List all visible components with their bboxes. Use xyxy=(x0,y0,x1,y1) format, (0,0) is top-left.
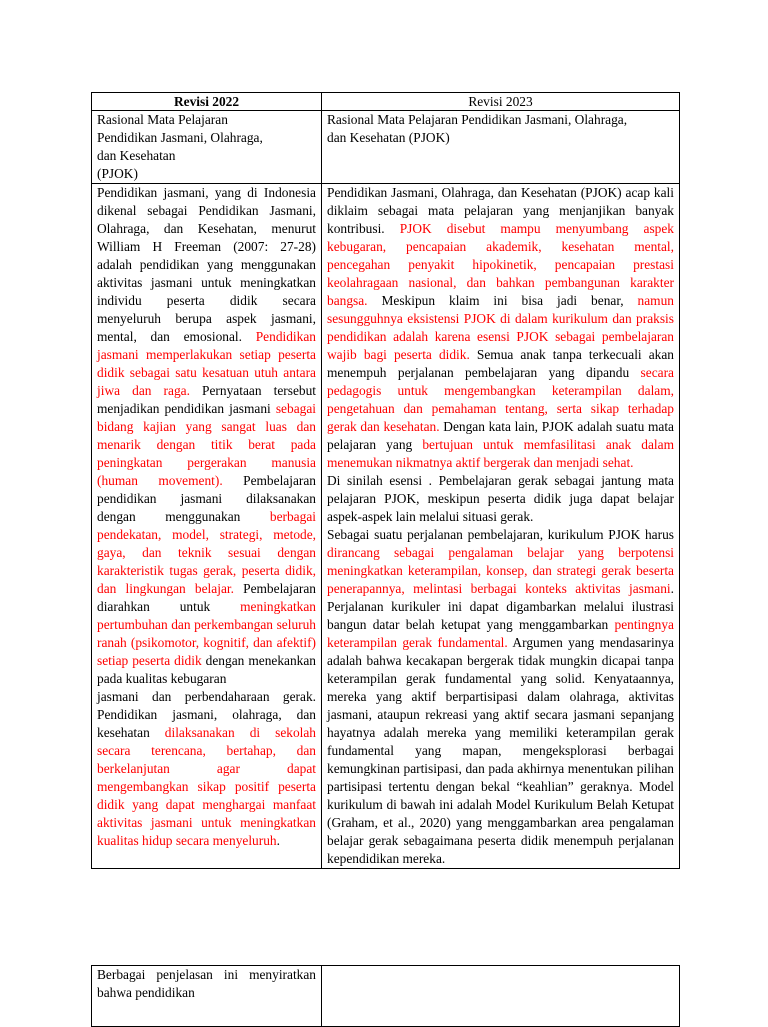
text-segment: Semua anak tanpa terkecuali akan menempuh perjalanan pembelajaran yang dipandu xyxy=(327,347,674,380)
title-2023-line-2: dan Kesehatan (PJOK) xyxy=(327,130,450,145)
highlighted-text-segment: sebagai bidang kajian yang sangat luas dan menarik dengan titik berat pada peningkatan pergerakan manusia (human movement). xyxy=(97,401,316,488)
text-segment: Meskipun klaim ini bisa jadi benar, xyxy=(367,293,638,308)
rationale-2022-paragraph xyxy=(97,184,316,688)
title-2022-line-4: (PJOK) xyxy=(97,166,138,181)
highlighted-text-segment: dilaksanakan di sekolah secara terencana, bertahap, dan berkelanjutan agar dapat mengembangkan sikap positif peserta didik yang dapat menghargai manfaat aktivitas jasmani untuk meningkatkan kualitas hidup secara menyeluruh xyxy=(97,725,317,848)
highlighted-text-segment: namun sesungguhnya eksistensi PJOK di dalam kurikulum dan praksis pendidikan adalah karena esensi PJOK sebagai pembelajaran wajib bagi peserta didik. xyxy=(327,293,674,362)
rationale-2023-paragraph-1 xyxy=(327,184,674,472)
revision-comparison-table xyxy=(91,92,680,869)
table-row-rationale xyxy=(92,184,680,869)
rationale-2022-paragraph-continued xyxy=(97,688,316,850)
continuation-row xyxy=(92,966,680,1027)
text-segment: Sebagai suatu perjalanan pembelajaran, kurikulum PJOK harus xyxy=(327,527,674,542)
text-segment: jasmani dan perbendaharaan gerak. Pendidikan jasmani, olahraga, dan kesehatan xyxy=(97,689,316,740)
title-2022-line-1: Rasional Mata Pelajaran xyxy=(97,112,228,127)
text-segment: . Perjalanan kurikuler ini dapat digambarkan melalui ilustrasi bangun datar belah ketupat yang menggambarkan xyxy=(327,581,674,632)
title-2022-line-3: dan Kesehatan xyxy=(97,148,176,163)
cell-continuation-2022 xyxy=(92,966,322,1027)
highlighted-text-segment: meningkatkan pertumbuhan dan perkembangan seluruh ranah (psikomotor, kognitif, dan afektif) setiap peserta didik xyxy=(97,599,316,668)
rationale-2023-paragraph-3 xyxy=(327,526,674,868)
highlighted-text-segment: dirancang sebagai pengalaman belajar yang berpotensi meningkatkan keterampilan, konsep, dan strategi gerak beserta penerapannya, melintasi berbagai konteks aktivitas jasmani xyxy=(327,545,674,596)
header-revisi-2022: Revisi 2022 xyxy=(92,93,322,111)
highlighted-text-segment: secara pedagogis untuk mengembangkan keterampilan dalam, pengetahuan dan pemahaman tentang, serta sikap terhadap gerak dan kesehatan. xyxy=(327,365,674,434)
cell-rationale-2023 xyxy=(322,184,680,869)
text-segment: Pendidikan Jasmani, Olahraga, dan Kesehatan (PJOK) acap kali diklaim sebagai mata pelajaran yang menjanjikan banyak kontribusi. xyxy=(327,185,674,236)
text-segment: dengan menekankan pada kualitas kebugaran xyxy=(97,653,316,686)
continuation-2022-text: Berbagai penjelasan ini menyiratkan bahwa pendidikan xyxy=(97,967,316,1000)
text-segment: Dengan kata lain, PJOK adalah suatu mata pelajaran yang xyxy=(327,419,674,452)
title-2023-line-1: Rasional Mata Pelajaran Pendidikan Jasmani, Olahraga, xyxy=(327,112,628,127)
cell-title-2023 xyxy=(322,111,680,184)
title-2022-line-2: Pendidikan Jasmani, Olahraga, xyxy=(97,130,263,145)
highlighted-text-segment: pentingnya keterampilan gerak fundamental. xyxy=(327,617,674,650)
cell-rationale-2022 xyxy=(92,184,322,869)
text-segment: . xyxy=(276,833,280,848)
continuation-table xyxy=(91,965,680,1027)
table-header-row xyxy=(92,93,680,111)
cell-continuation-2023 xyxy=(322,966,680,1027)
text-segment: Pembelajaran diarahkan untuk xyxy=(97,581,316,614)
text-segment: Pembelajaran pendidikan jasmani dilaksanakan dengan menggunakan xyxy=(97,473,316,524)
rationale-2023-paragraph-2 xyxy=(327,472,674,526)
table-row-title xyxy=(92,111,680,184)
header-revisi-2023: Revisi 2023 xyxy=(322,93,680,111)
text-segment: Argumen yang mendasarinya adalah bahwa kecakapan bergerak tidak mungkin dicapai tanpa keterampilan gerak fundamental yang solid. Kenyataannya, mereka yang aktif berpartisipasi dalam olahraga, aktivitas jasmani, ataupun rekreasi yang aktif secara jasmani sepanjang hayatnya adalah mereka yang memiliki keterampilan gerak fundamental yang mapan, mengeksplorasi berbagai kemungkinan partisipasi, dan pada akhirnya menentukan pilihan partisipasi tertentu dengan bekal “keahlian” geraknya. Model kurikulum di bawah ini adalah Model Kurikulum Belah Ketupat (Graham, et al., 2020) yang menggambarkan area pengalaman belajar gerak sebagaimana peserta didik menempuh perjalanan kependidikan mereka. xyxy=(327,635,674,866)
text-segment: Di sinilah esensi . Pembelajaran gerak sebagai jantung mata pelajaran PJOK, meskipun peserta didik juga dapat belajar aspek-aspek lain melalui situasi gerak. xyxy=(327,473,674,524)
text-segment: Pernyataan tersebut menjadikan pendidikan jasmani xyxy=(97,383,316,416)
text-segment: Pendidikan jasmani, yang di Indonesia dikenal sebagai Pendidikan Jasmani, Olahraga, dan Kesehatan, menurut William H Freeman (2007: 27-28) adalah pendidikan yang menggunakan aktivitas jasmani untuk meningkatkan individu peserta didik secara menyeluruh berupa aspek jasmani, mental, dan emosional. xyxy=(97,185,316,344)
highlighted-text-segment: bertujuan untuk memfasilitasi anak dalam menemukan nikmatnya aktif bergerak dan menjadi sehat. xyxy=(327,437,674,470)
highlighted-text-segment: Pendidikan jasmani memperlakukan setiap peserta didik sebagai satu kesatuan utuh antara jiwa dan raga. xyxy=(97,329,316,398)
cell-title-2022 xyxy=(92,111,322,184)
highlighted-text-segment: berbagai pendekatan, model, strategi, metode, gaya, dan teknik sesuai dengan karakteristik tugas gerak, peserta didik, dan lingkungan belajar. xyxy=(97,509,316,596)
highlighted-text-segment: PJOK disebut mampu menyumbang aspek kebugaran, pencapaian akademik, kesehatan mental, pencegahan penyakit hipokinetik, pencapaian prestasi keolahragaan nasional, dan bahkan pembangunan karakter bangsa. xyxy=(327,221,674,308)
